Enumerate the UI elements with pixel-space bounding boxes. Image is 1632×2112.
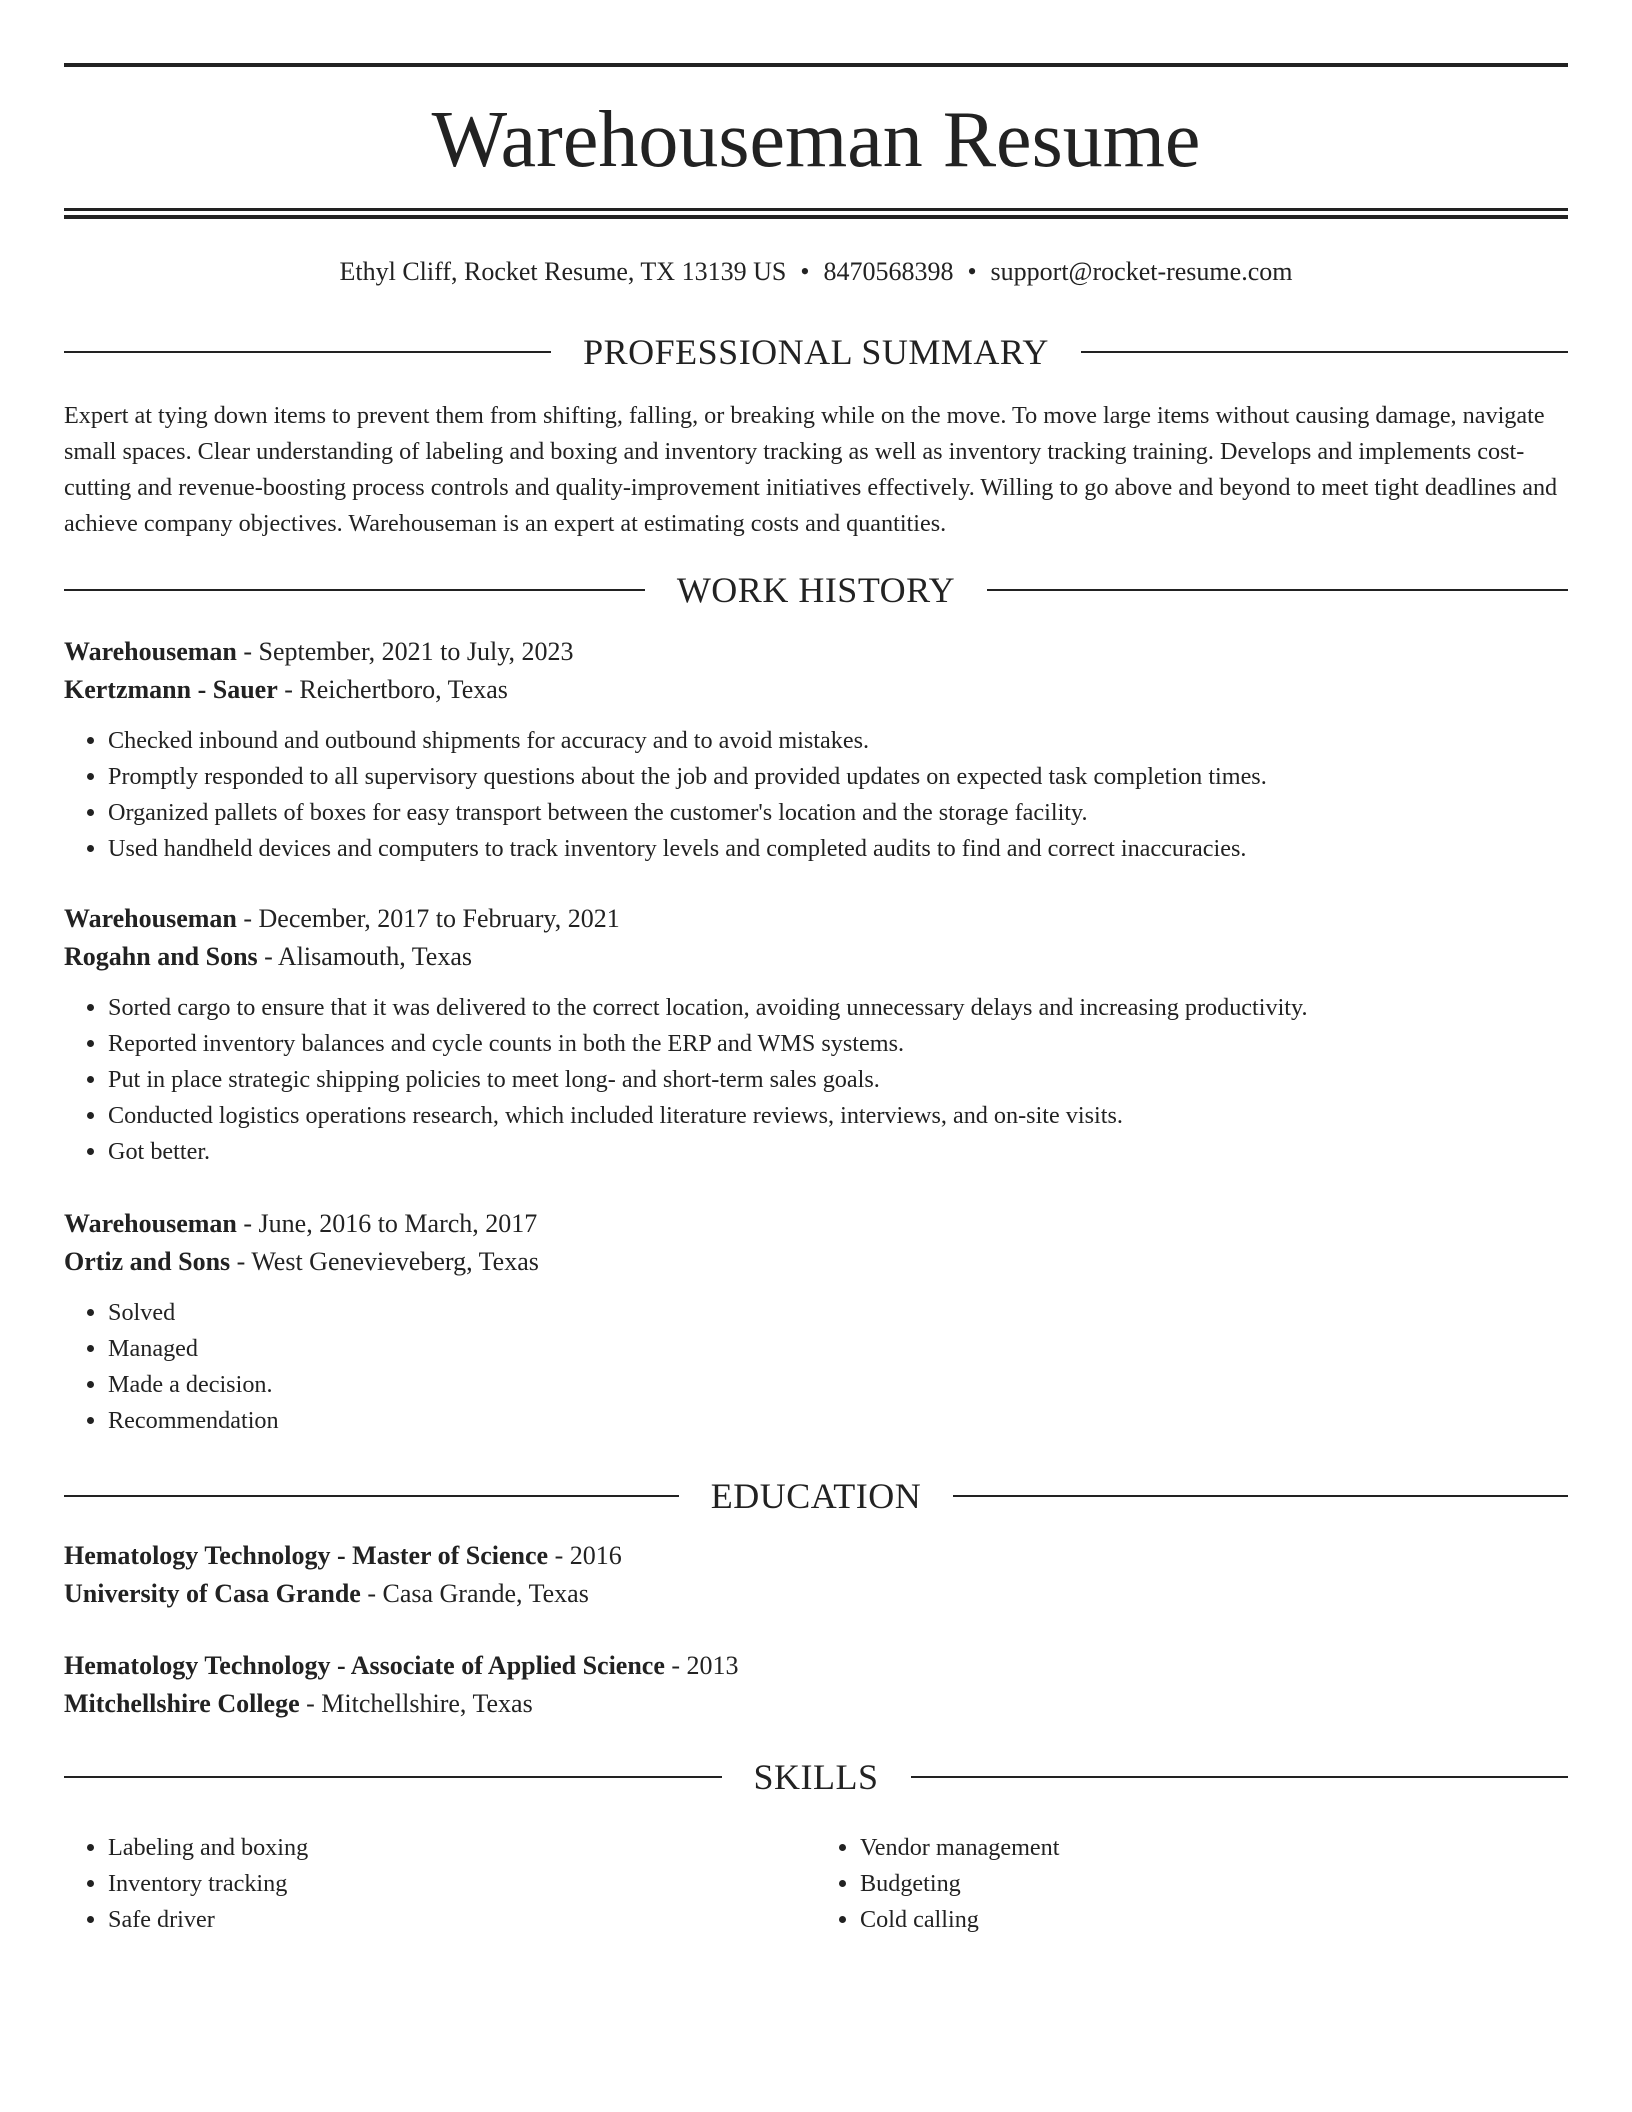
- contact-separator: •: [967, 257, 977, 286]
- job-duty: • Organized pallets of boxes for easy transport between the customer's location and the storage facility.: [108, 795, 1568, 831]
- education-year: - 2016: [548, 1541, 622, 1570]
- skills-heading: [64, 1755, 1568, 1799]
- job-duties: [64, 990, 1568, 1170]
- job-dates: - December, 2017 to February, 2021: [236, 904, 620, 933]
- job-company-line: [64, 1243, 1568, 1281]
- education-heading-label: EDUCATION: [710, 1476, 922, 1516]
- job-title: Warehouseman: [64, 1209, 237, 1238]
- job-duty: • Conducted logistics operations research, which included literature reviews, interviews, and on-site visits.: [108, 1098, 1568, 1134]
- education-location: - Mitchellshire, Texas: [299, 1689, 533, 1718]
- job-duty: • Reported inventory balances and cycle counts in both the ERP and WMS systems.: [108, 1026, 1568, 1062]
- skill-item: • Safe driver: [108, 1902, 816, 1938]
- job-duty: • Solved: [108, 1295, 1568, 1331]
- skill-item: • Labeling and boxing: [108, 1830, 816, 1866]
- summary-heading: [64, 330, 1568, 374]
- skill-item: • Budgeting: [860, 1866, 1568, 1902]
- heading-rule: [911, 1776, 1569, 1778]
- education-entry: [64, 1537, 1568, 1613]
- education-degree-line: [64, 1647, 1568, 1685]
- heading-rule: [1081, 351, 1568, 353]
- heading-rule: [64, 1495, 679, 1497]
- job-company: Ortiz and Sons: [64, 1247, 231, 1276]
- job-title-line: [64, 633, 1568, 671]
- job-entry: [64, 1205, 1568, 1439]
- job-duty: • Used handheld devices and computers to track inventory levels and completed audits to find and correct inaccuracies.: [108, 831, 1568, 867]
- education-location: - Casa Grande, Texas: [360, 1579, 589, 1608]
- job-dates: - September, 2021 to July, 2023: [236, 637, 574, 666]
- job-company-line: [64, 671, 1568, 709]
- contact-phone: 8470568398: [823, 257, 954, 286]
- skills-column-left: [64, 1830, 816, 1938]
- education-degree: Hematology Technology - Master of Science: [64, 1541, 549, 1570]
- skill-item: • Cold calling: [860, 1902, 1568, 1938]
- job-duty: • Managed: [108, 1331, 1568, 1367]
- job-duty: • Got better.: [108, 1134, 1568, 1170]
- job-title: Warehouseman: [64, 904, 237, 933]
- heading-rule: [987, 589, 1568, 591]
- job-location: - Reichertboro, Texas: [277, 675, 508, 704]
- job-duty: • Promptly responded to all supervisory questions about the job and provided updates on expected task completion times.: [108, 759, 1568, 795]
- skill-item: • Inventory tracking: [108, 1866, 816, 1902]
- job-entry: [64, 633, 1568, 867]
- job-title-line: [64, 1205, 1568, 1243]
- job-duties: [64, 1295, 1568, 1439]
- heading-rule: [953, 1495, 1568, 1497]
- job-company: Rogahn and Sons: [64, 942, 258, 971]
- job-duties: [64, 723, 1568, 867]
- education-school: University of Casa Grande: [64, 1579, 361, 1608]
- job-duty: • Put in place strategic shipping policies to meet long- and short-term sales goals.: [108, 1062, 1568, 1098]
- heading-rule: [64, 351, 551, 353]
- skills-column-right: [816, 1830, 1568, 1938]
- contact-address: Ethyl Cliff, Rocket Resume, TX 13139 US: [339, 257, 787, 286]
- heading-rule: [64, 589, 645, 591]
- job-company-line: [64, 938, 1568, 976]
- skills-heading-label: SKILLS: [753, 1757, 879, 1797]
- education-entry: [64, 1647, 1568, 1723]
- top-rule: [64, 63, 1568, 67]
- heading-rule: [64, 1776, 722, 1778]
- job-dates: - June, 2016 to March, 2017: [236, 1209, 538, 1238]
- work-history-heading: [64, 568, 1568, 612]
- job-duty: • Made a decision.: [108, 1367, 1568, 1403]
- education-school-line: [64, 1685, 1568, 1723]
- skills-list: [64, 1830, 1568, 1938]
- education-degree-line: [64, 1537, 1568, 1575]
- job-entry: [64, 900, 1568, 1170]
- job-title: Warehouseman: [64, 637, 237, 666]
- education-heading: [64, 1474, 1568, 1518]
- education-degree: Hematology Technology - Associate of Applied Science: [64, 1651, 665, 1680]
- contact-email: support@rocket-resume.com: [990, 257, 1293, 286]
- job-location: - West Genevieveberg, Texas: [230, 1247, 539, 1276]
- title-double-rule: [64, 208, 1568, 219]
- contact-line: [64, 252, 1568, 292]
- job-duty: • Checked inbound and outbound shipments for accuracy and to avoid mistakes.: [108, 723, 1568, 759]
- summary-text: Expert at tying down items to prevent them from shifting, falling, or breaking while on the move. To move large items without causing damage, navigate small spaces. Clear understanding of labeling and boxing and inventory tracking as well as inventory tracking training. Develops and implements cost-cutting and revenue-boosting process controls and quality-improvement initiatives effectively. Willing to go above and beyond to meet tight deadlines and achieve company objectives. Warehouseman is an expert at estimating costs and quantities.: [64, 402, 1558, 537]
- job-location: - Alisamouth, Texas: [257, 942, 473, 971]
- education-school-line: [64, 1575, 1568, 1613]
- job-title-line: [64, 900, 1568, 938]
- job-duty: • Sorted cargo to ensure that it was delivered to the correct location, avoiding unnecessary delays and increasing productivity.: [108, 990, 1568, 1026]
- contact-separator: •: [800, 257, 810, 286]
- education-year: - 2013: [664, 1651, 739, 1680]
- resume-title: Warehouseman Resume: [431, 96, 1201, 184]
- job-duty: • Recommendation: [108, 1403, 1568, 1439]
- job-company: Kertzmann - Sauer: [64, 675, 278, 704]
- education-school: Mitchellshire College: [64, 1689, 300, 1718]
- summary-heading-label: PROFESSIONAL SUMMARY: [583, 332, 1049, 372]
- work-history-heading-label: WORK HISTORY: [676, 570, 956, 610]
- skill-item: • Vendor management: [860, 1830, 1568, 1866]
